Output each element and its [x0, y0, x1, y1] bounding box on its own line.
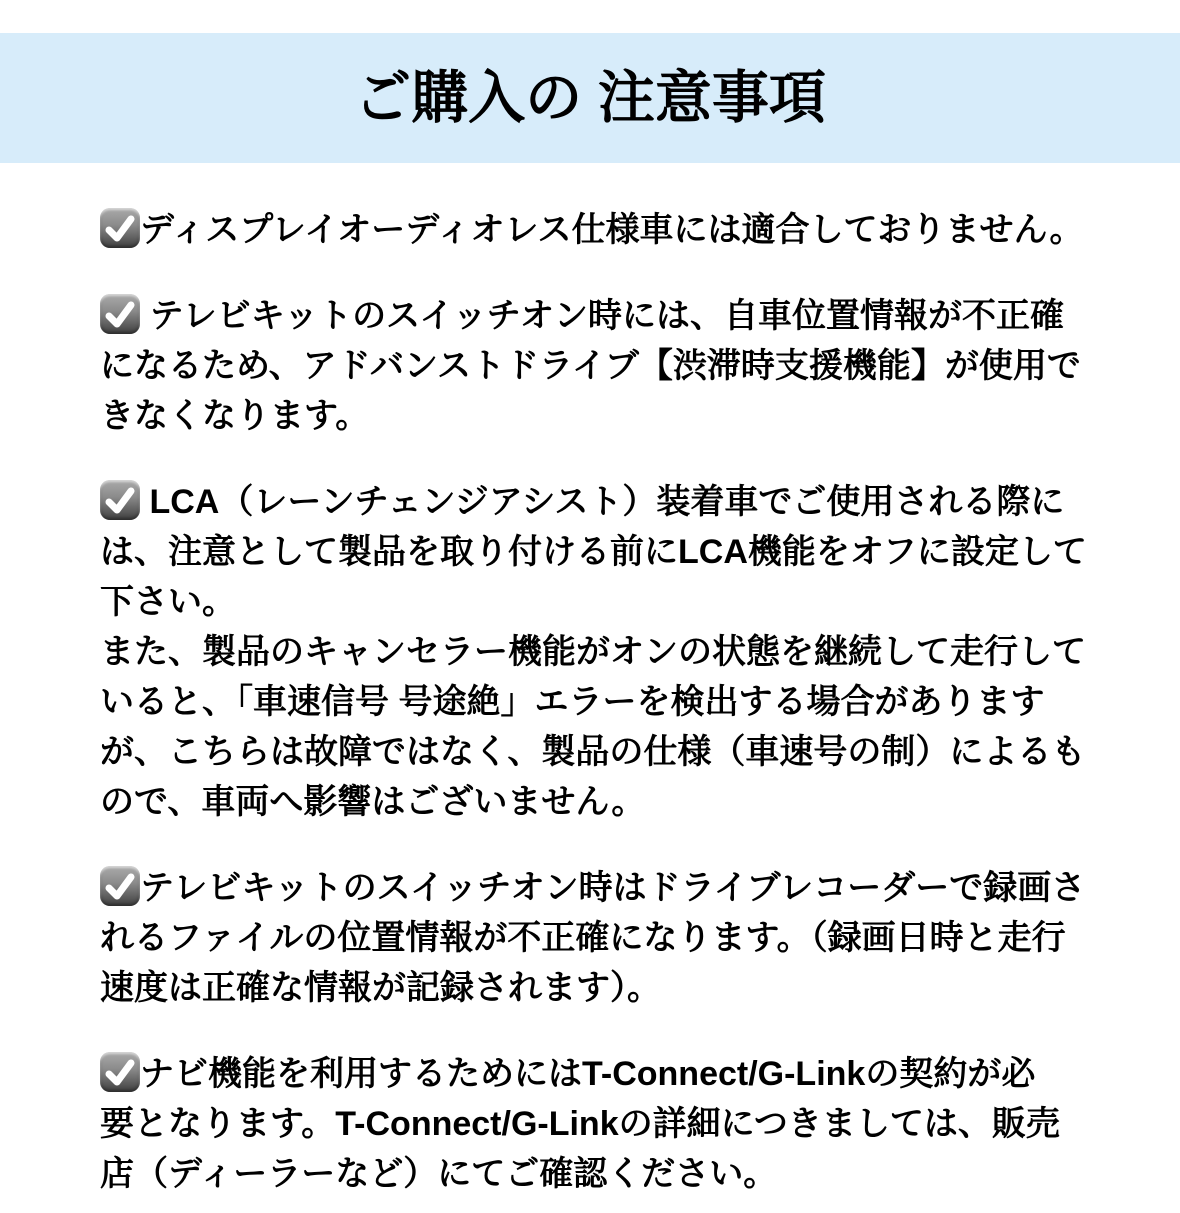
check-icon [100, 1052, 140, 1092]
check-icon [100, 480, 140, 520]
notice-item [100, 291, 1096, 441]
notice-item [100, 477, 1096, 827]
notice-item [100, 205, 1096, 255]
notice-text: テレビキットのスイッチオン時には、自車位置情報が不正確 になるため、アドバンストドライブ【渋滞時支援機能】が使用で きなくなります。 [100, 297, 1081, 435]
notice-text: ナビ機能を利用するためにはT-Connect/G-Linkの契約が必 要となります。T-Connect/G-Linkの詳細につきましては、販売 店（ディーラーなど）にてご確認ください。 [100, 1055, 1060, 1193]
notice-text: ディスプレイオーディオレス仕様車には適合しておりません。 [140, 211, 1084, 249]
notice-text: テレビキットのスイッチオン時はドライブレコーダーで録画さ れるファイルの位置情報が不正確になります。（録画日時と走行 速度は正確な情報が記録されます）。 [100, 869, 1086, 1007]
page-title: ご購入の 注意事項 [354, 65, 826, 130]
notice-item [100, 1049, 1096, 1199]
check-icon [100, 866, 140, 906]
notice-item [100, 863, 1096, 1013]
check-icon [100, 208, 140, 248]
notice-text: LCA（レーンチェンジアシスト）装着車でご使用される際に は、注意として製品を取り付ける前にLCA機能をオフに設定して 下さい。 また、製品のキャンセラー機能がオンの状態を継続して走行して いると、「車速信号 号途絶」エラーを検出する場合があります が、こちらは故障ではなく、製品の仕様（車速号の制）によるも ので、車両へ影響はございません。 [100, 483, 1087, 821]
notices-section [0, 163, 1180, 1199]
check-icon [100, 294, 140, 334]
header-banner [0, 33, 1180, 163]
